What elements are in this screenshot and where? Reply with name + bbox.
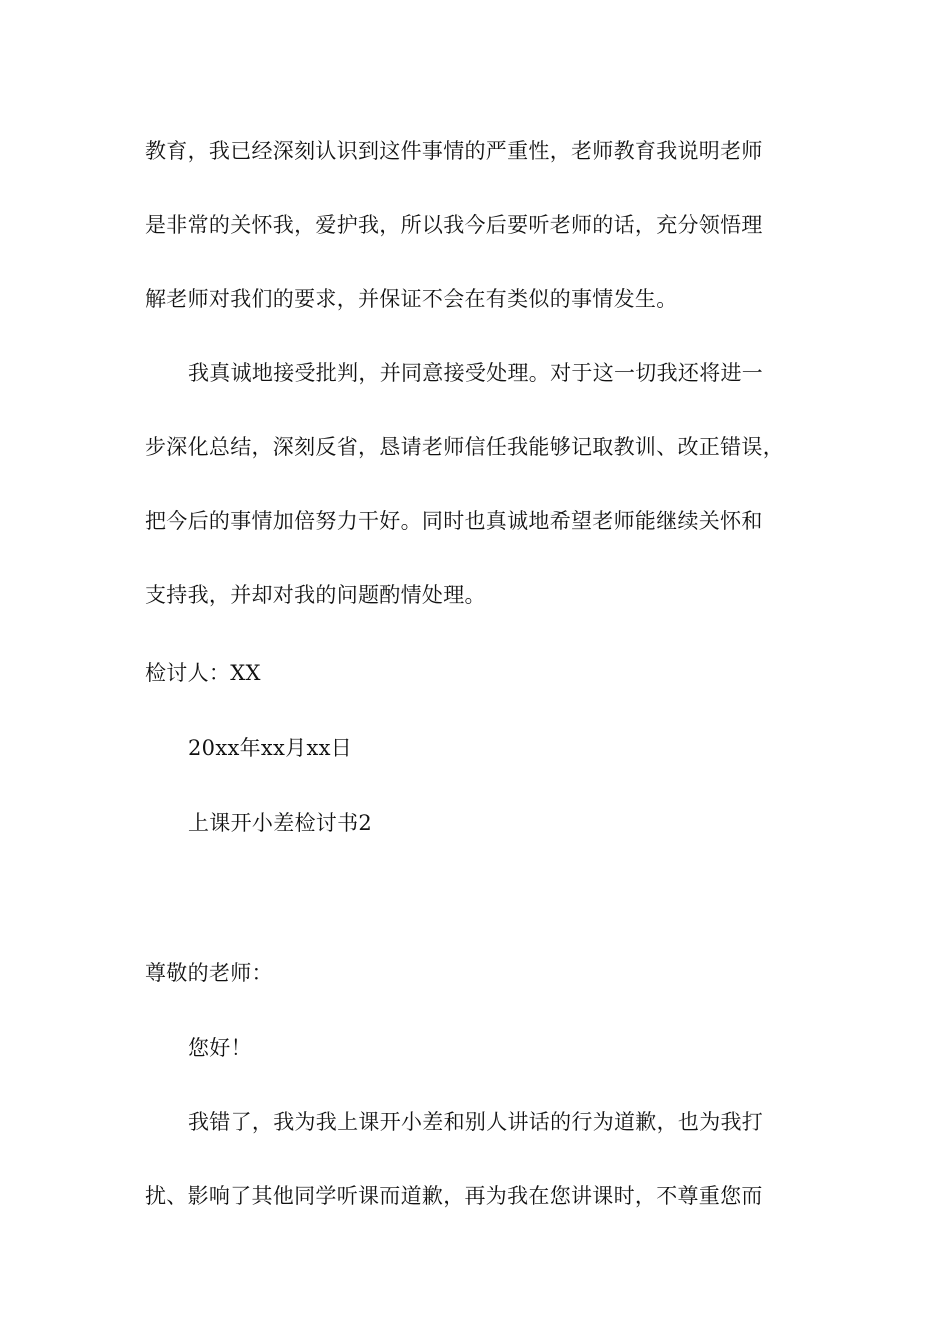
greeting: 您好！: [188, 1036, 252, 1060]
signature-line: 检讨人：XX: [145, 661, 261, 685]
body-line: 支持我，并却对我的问题酌情处理。: [145, 583, 486, 607]
body-line: 把今后的事情加倍努力干好。同时也真诚地希望老师能继续关怀和: [145, 509, 763, 533]
date-line: 20xx年xx月xx日: [188, 736, 353, 760]
section-title: 上课开小差检讨书2: [188, 811, 373, 835]
body-line: 解老师对我们的要求，并保证不会在有类似的事情发生。: [145, 287, 678, 311]
body-line: 扰、影响了其他同学听课而道歉，再为我在您讲课时，不尊重您而: [145, 1184, 763, 1208]
salutation: 尊敬的老师：: [145, 961, 273, 985]
body-line: 我真诚地接受批判，并同意接受处理。对于这一切我还将进一: [188, 361, 764, 385]
body-line: 步深化总结，深刻反省，恳请老师信任我能够记取教训、改正错误，: [145, 435, 784, 459]
body-line: 我错了，我为我上课开小差和别人讲话的行为道歉，也为我打: [188, 1110, 764, 1134]
body-line: 是非常的关怀我，爱护我，所以我今后要听老师的话，充分领悟理: [145, 213, 763, 237]
body-line: 教育，我已经深刻认识到这件事情的严重性，老师教育我说明老师: [145, 139, 763, 163]
